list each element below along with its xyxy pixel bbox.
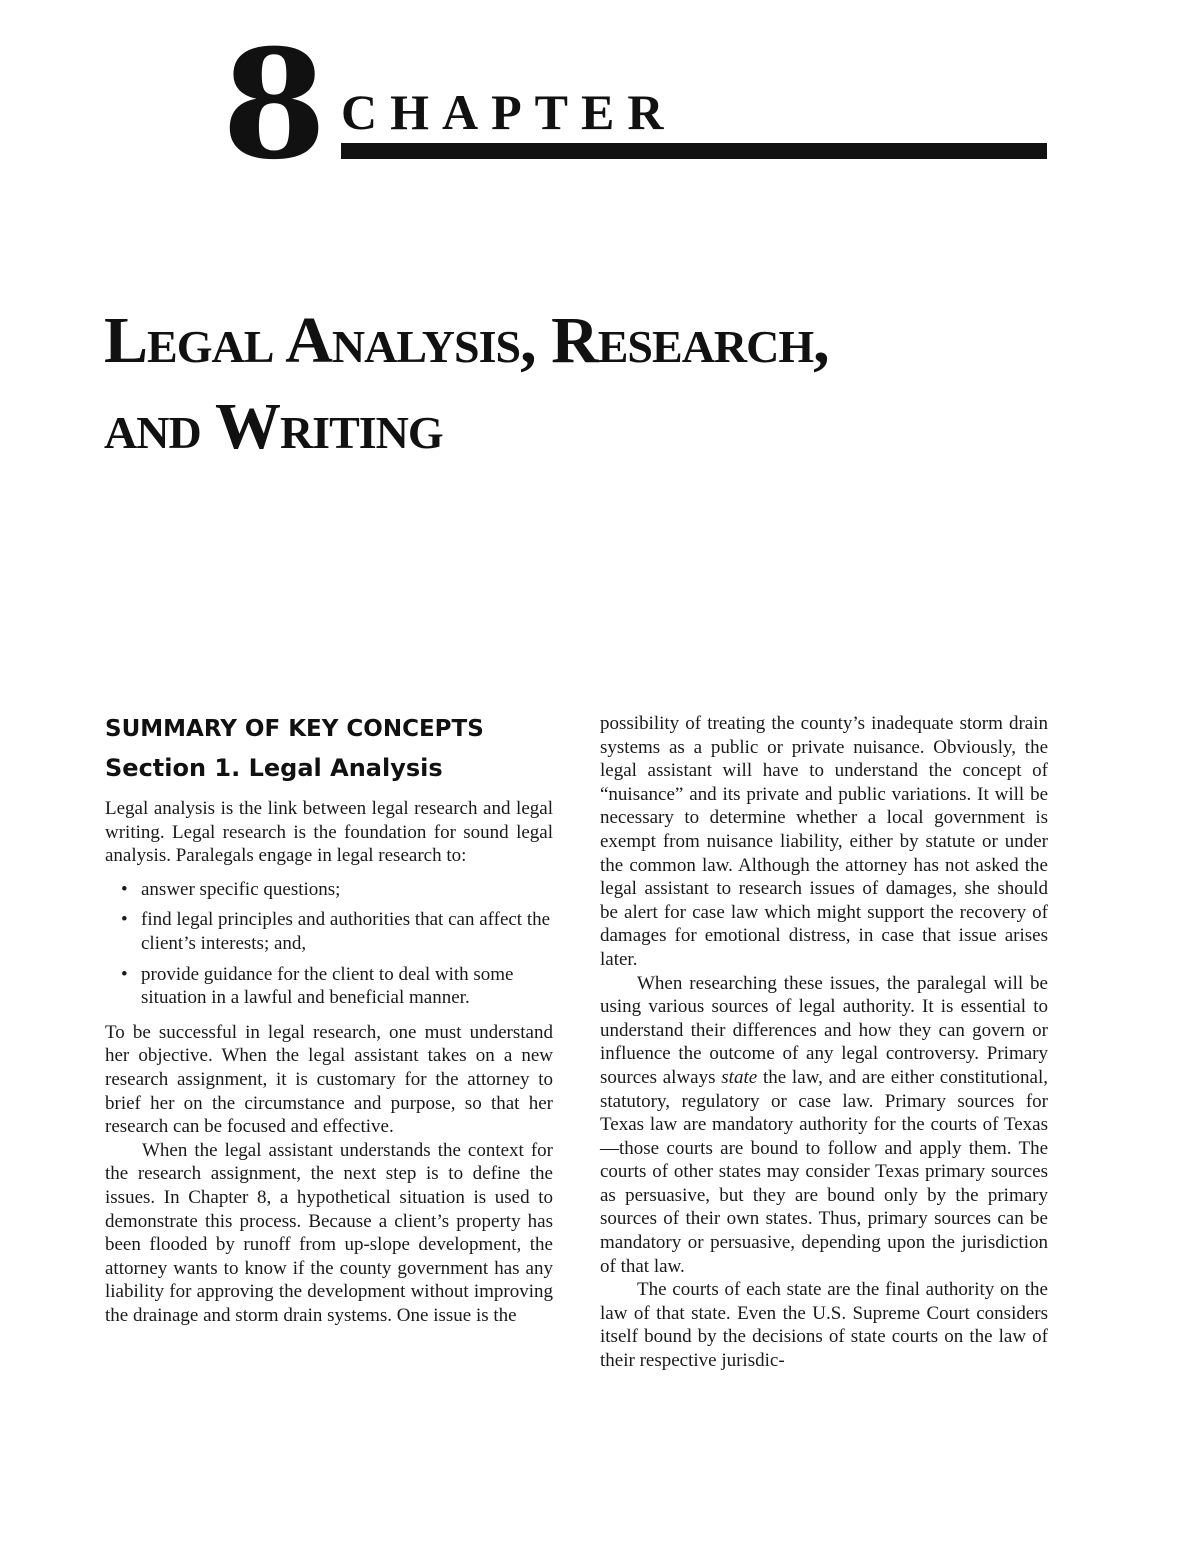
list-item: • find legal principles and authorities that can affect the client’s interests; and, — [141, 908, 553, 955]
section-heading: Section 1. Legal Analysis — [105, 754, 443, 782]
list-item: • provide guidance for the client to deal with some situation in a lawful and beneficial manner. — [141, 963, 553, 1010]
text-run: When researching these issues, the paralegal will be using various sources of legal authority. It is essential to understand their differences and how they can govern or influence the outcome of any legal controversy. Primary sources always — [600, 972, 1048, 1088]
chapter-title — [104, 298, 1104, 470]
intro-paragraph: Legal analysis is the link between legal research and legal writing. Legal research is the foundation for sound legal analysis. Paralegals engage in legal research to: — [105, 798, 553, 867]
body-paragraph: To be successful in legal research, one must understand her objective. When the legal assistant takes on a new research assignment, it is customary for the attorney to brief her on the circumstance and purpose, so that her research can be focused and effective. — [105, 1021, 553, 1138]
summary-heading: SUMMARY OF KEY CONCEPTS — [105, 716, 484, 742]
body-paragraph: The courts of each state are the final authority on the law of that state. Even the U.S. Supreme Court considers itself bound by the decisions of state courts on the law of their respective jurisdic- — [600, 1279, 1048, 1372]
body-paragraph — [600, 972, 1048, 1279]
research-purposes-list — [105, 878, 553, 1010]
left-column — [105, 712, 553, 1327]
text-run: the law, and are either constitutional, statutory, regulatory or case law. Primary sources for Texas law are mandatory authority for the courts of Texas—those courts are bound to follow and apply them. The courts of other states may consider Texas primary sources as persuasive, but they are bound only by the primary sources of their own states. Thus, primary sources can be mandatory or persuasive, depending upon the jurisdiction of that law. — [600, 1066, 1048, 1277]
chapter-number: 8 — [222, 17, 323, 193]
emphasis: state — [721, 1066, 758, 1088]
chapter-rule — [341, 143, 1047, 159]
list-item: • answer specific questions; — [141, 878, 553, 902]
chapter-title-line-2: and Writing — [104, 390, 443, 463]
chapter-title-line-1: Legal Analysis, Research, — [104, 304, 829, 377]
right-column — [600, 712, 1048, 1373]
body-paragraph: When the legal assistant understands the context for the research assignment, the next step is to define the issues. In Chapter 8, a hypothetical situation is used to demonstrate this process. Because a client’s property has been flooded by runoff from up-slope development, the attorney wants to know if the county government has any liability for approving the development without improving the drainage and storm drain systems. One issue is the — [105, 1139, 553, 1326]
chapter-label: CHAPTER — [341, 84, 677, 140]
body-paragraph: possibility of treating the county’s inadequate storm drain systems as a public or private nuisance. Obviously, the legal assistant will have to understand the concept of “nuisance” and its private and public variations. It will be necessary to determine whether a local government is exempt from nuisance liability, either by statute or under the common law. Although the attorney has not asked the legal assistant to research issues of damages, she should be alert for case law which might support the recovery of damages for emotional distress, in case that issue arises later. — [600, 713, 1048, 970]
